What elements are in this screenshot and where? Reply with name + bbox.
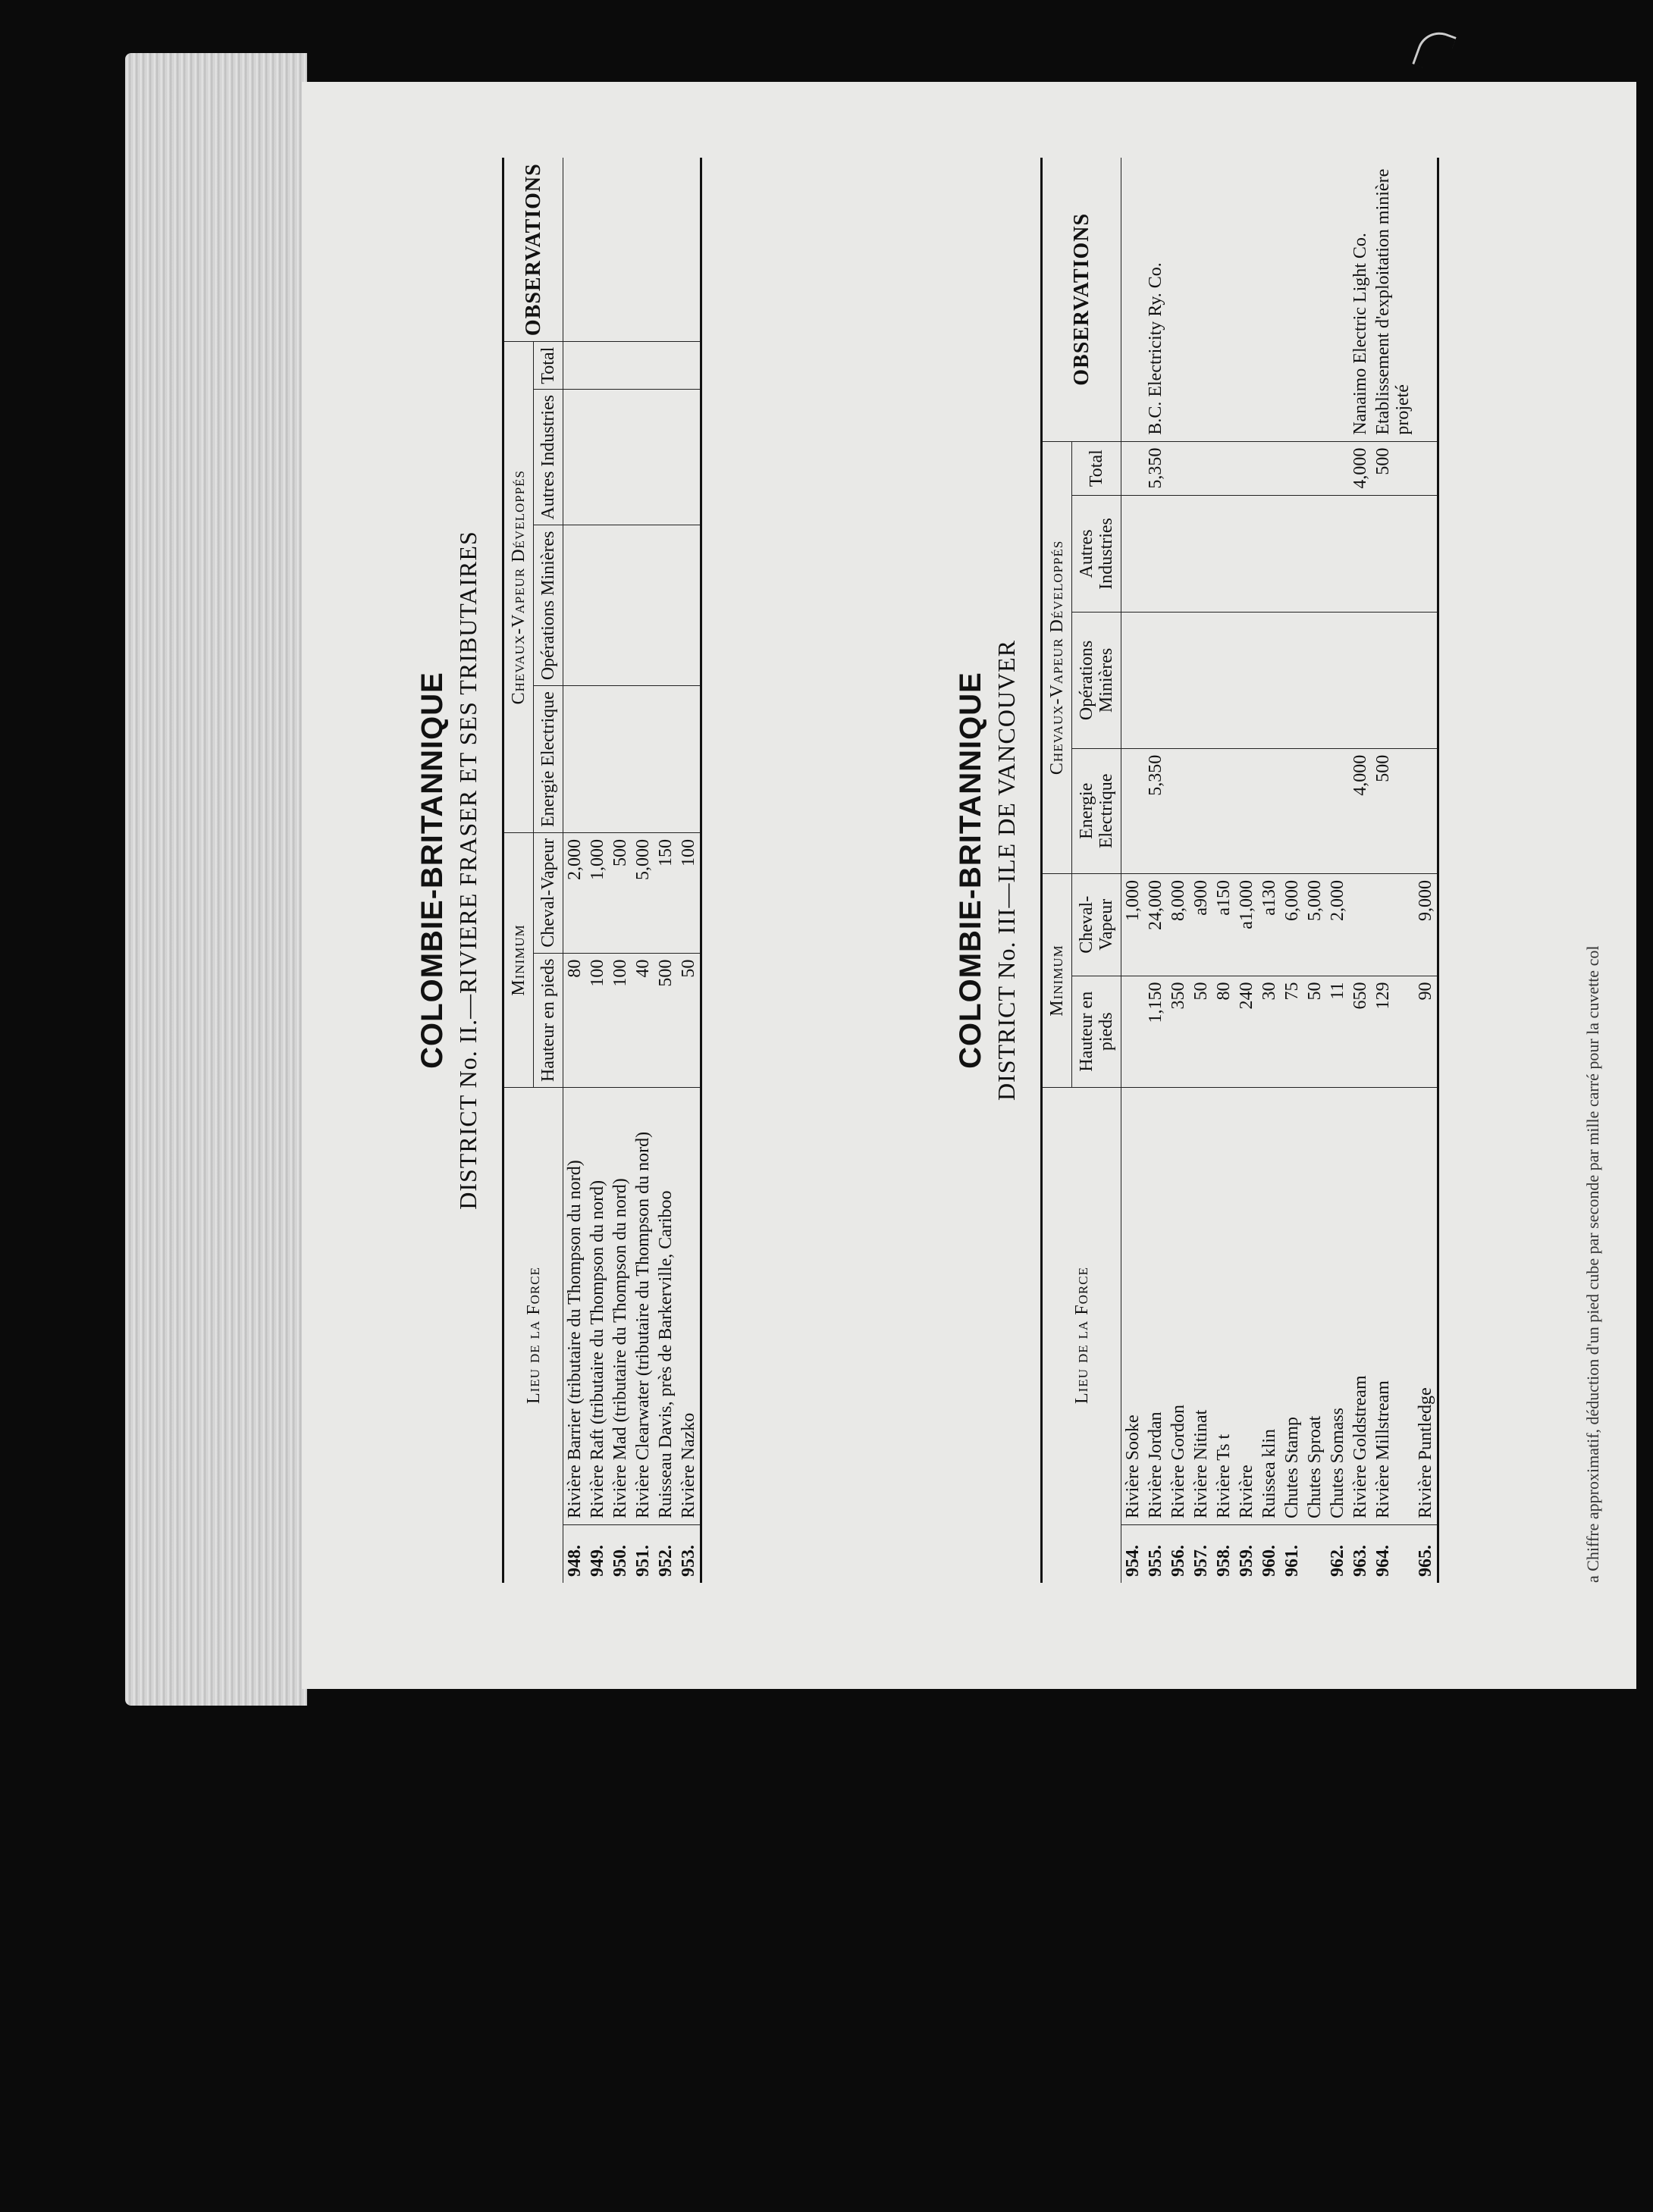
row-energie xyxy=(609,686,632,833)
power-table xyxy=(502,158,702,1583)
row-observations xyxy=(1258,158,1281,441)
table-row xyxy=(1326,158,1349,1583)
row-cheval: 1,000 xyxy=(586,833,609,954)
row-energie xyxy=(1326,748,1349,873)
row-total: 500 xyxy=(1372,441,1414,495)
section-subtitle: DISTRICT No. III—ILE DE VANCOUVER xyxy=(993,639,1020,1101)
header-total: Total xyxy=(534,342,563,390)
row-hauteur: 40 xyxy=(632,953,654,1087)
row-total xyxy=(1190,441,1212,495)
row-total xyxy=(609,342,632,390)
row-number xyxy=(1303,1525,1326,1584)
row-energie xyxy=(1258,748,1281,873)
header-lieu: Lieu de la Force xyxy=(503,1088,563,1584)
row-energie: 500 xyxy=(1372,748,1414,873)
row-cheval xyxy=(1349,874,1372,976)
row-total xyxy=(1258,441,1281,495)
row-number: 954. xyxy=(1121,1525,1145,1584)
header-autres: Autres Industries xyxy=(1072,495,1121,613)
row-observations: Nanaimo Electric Light Co. xyxy=(1349,158,1372,441)
row-lieu: Rivière Nitinat xyxy=(1190,1088,1212,1525)
row-operations xyxy=(1281,613,1303,748)
section-subtitle: DISTRICT No. II.—RIVIERE FRASER ET SES TRIBUTAIRES xyxy=(454,531,481,1210)
row-total xyxy=(1303,441,1326,495)
row-lieu: Rivière Mad (tributaire du Thompson du nord) xyxy=(609,1088,632,1525)
row-operations xyxy=(1212,613,1235,748)
row-operations xyxy=(1326,613,1349,748)
row-lieu: Chutes Stamp xyxy=(1281,1088,1303,1525)
header-operations: Opérations Minières xyxy=(1072,613,1121,748)
row-operations xyxy=(654,525,677,686)
row-hauteur: 129 xyxy=(1372,976,1414,1087)
row-number: 959. xyxy=(1235,1525,1258,1584)
row-cheval: 24,000 xyxy=(1144,874,1167,976)
row-total xyxy=(563,342,587,390)
row-observations xyxy=(1414,158,1438,441)
row-number: 962. xyxy=(1326,1525,1349,1584)
header-chevaux: Chevaux-Vapeur Développés xyxy=(503,342,534,833)
row-hauteur: 650 xyxy=(1349,976,1372,1087)
row-total xyxy=(586,342,609,390)
row-cheval: a130 xyxy=(1258,874,1281,976)
header-minimum: Minimum xyxy=(503,833,534,1088)
row-energie xyxy=(1414,748,1438,873)
row-total xyxy=(1326,441,1349,495)
row-hauteur: 50 xyxy=(1190,976,1212,1087)
row-operations xyxy=(1414,613,1438,748)
row-energie xyxy=(563,686,587,833)
row-operations xyxy=(632,525,654,686)
table-row xyxy=(1144,158,1167,1583)
row-autres xyxy=(632,389,654,525)
row-lieu: Rivière Barrier (tributaire du Thompson du nord) xyxy=(563,1088,587,1525)
section-title: COLOMBIE-BRITANNIQUE xyxy=(954,672,987,1069)
row-total xyxy=(1212,441,1235,495)
row-cheval: 9,000 xyxy=(1414,874,1438,976)
row-number: 953. xyxy=(677,1525,701,1584)
row-total: 5,350 xyxy=(1144,441,1167,495)
row-operations xyxy=(1235,613,1258,748)
row-observations xyxy=(654,158,677,342)
row-energie xyxy=(586,686,609,833)
row-cheval: 5,000 xyxy=(1303,874,1326,976)
row-cheval: 500 xyxy=(609,833,632,954)
row-energie: 4,000 xyxy=(1349,748,1372,873)
row-operations xyxy=(1167,613,1190,748)
row-number: 960. xyxy=(1258,1525,1281,1584)
header-energie: Energie Electrique xyxy=(1072,748,1121,873)
row-observations xyxy=(1121,158,1145,441)
row-lieu: Chutes Sproat xyxy=(1303,1088,1326,1525)
rotated-content xyxy=(302,82,1636,1689)
header-cheval: Cheval-Vapeur xyxy=(534,833,563,954)
header-observations: OBSERVATIONS xyxy=(503,158,563,342)
row-observations xyxy=(677,158,701,342)
header-minimum: Minimum xyxy=(1042,874,1072,1088)
row-observations xyxy=(1281,158,1303,441)
row-operations xyxy=(1372,613,1414,748)
row-autres xyxy=(1167,495,1190,613)
row-operations xyxy=(1303,613,1326,748)
header-cheval: Cheval-Vapeur xyxy=(1072,874,1121,976)
row-autres xyxy=(586,389,609,525)
row-operations xyxy=(1190,613,1212,748)
row-lieu: Rivière Nazko xyxy=(677,1088,701,1525)
row-lieu: Rivière Clearwater (tributaire du Thompson du nord) xyxy=(632,1088,654,1525)
row-cheval: 6,000 xyxy=(1281,874,1303,976)
row-energie xyxy=(1167,748,1190,873)
row-number: 965. xyxy=(1414,1525,1438,1584)
row-total xyxy=(654,342,677,390)
header-lieu: Lieu de la Force xyxy=(1042,1088,1121,1584)
row-observations xyxy=(1326,158,1349,441)
table-row xyxy=(677,158,701,1583)
row-lieu: Ruisseau Davis, près de Barkerville, Cariboo xyxy=(654,1088,677,1525)
row-lieu: Rivière Jordan xyxy=(1144,1088,1167,1525)
row-observations xyxy=(586,158,609,342)
row-number: 950. xyxy=(609,1525,632,1584)
row-total xyxy=(1414,441,1438,495)
row-hauteur: 50 xyxy=(677,953,701,1087)
table-row xyxy=(1303,158,1326,1583)
row-observations: Etablissement d'exploitation minière projeté xyxy=(1372,158,1414,441)
row-hauteur: 350 xyxy=(1167,976,1190,1087)
row-total xyxy=(677,342,701,390)
row-hauteur: 1,150 xyxy=(1144,976,1167,1087)
table-row xyxy=(632,158,654,1583)
row-hauteur: 75 xyxy=(1281,976,1303,1087)
row-lieu: Rivière Raft (tributaire du Thompson du nord) xyxy=(586,1088,609,1525)
table-body xyxy=(563,158,701,1583)
row-autres xyxy=(609,389,632,525)
row-autres xyxy=(1414,495,1438,613)
row-cheval: 2,000 xyxy=(563,833,587,954)
document-page xyxy=(302,82,1636,1689)
row-energie xyxy=(1303,748,1326,873)
row-operations xyxy=(586,525,609,686)
row-operations xyxy=(1121,613,1145,748)
row-autres xyxy=(1144,495,1167,613)
row-autres xyxy=(1235,495,1258,613)
row-autres xyxy=(1190,495,1212,613)
table-row xyxy=(1414,158,1438,1583)
row-cheval: 8,000 xyxy=(1167,874,1190,976)
table-row xyxy=(1121,158,1145,1583)
row-cheval: 1,000 xyxy=(1121,874,1145,976)
row-operations xyxy=(677,525,701,686)
row-energie xyxy=(1190,748,1212,873)
table-row xyxy=(609,158,632,1583)
row-energie: 5,350 xyxy=(1144,748,1167,873)
row-operations xyxy=(1144,613,1167,748)
table-row xyxy=(1212,158,1235,1583)
row-lieu: Rivière Ts t xyxy=(1212,1088,1235,1525)
row-hauteur: 240 xyxy=(1235,976,1258,1087)
row-autres xyxy=(677,389,701,525)
row-observations xyxy=(632,158,654,342)
row-number: 957. xyxy=(1190,1525,1212,1584)
row-energie xyxy=(1235,748,1258,873)
row-operations xyxy=(609,525,632,686)
row-cheval: a900 xyxy=(1190,874,1212,976)
row-operations xyxy=(563,525,587,686)
row-number: 951. xyxy=(632,1525,654,1584)
row-lieu: Ruissea klin xyxy=(1258,1088,1281,1525)
section-district-2 xyxy=(416,158,702,1583)
row-autres xyxy=(1372,495,1414,613)
row-total xyxy=(1121,441,1145,495)
row-operations xyxy=(1349,613,1372,748)
row-lieu: Rivière Puntledge xyxy=(1414,1088,1438,1525)
row-hauteur xyxy=(1121,976,1145,1087)
row-total xyxy=(1235,441,1258,495)
power-table xyxy=(1040,158,1439,1583)
row-observations xyxy=(1235,158,1258,441)
row-lieu: Rivière Goldstream xyxy=(1349,1088,1372,1525)
row-observations: B.C. Electricity Ry. Co. xyxy=(1144,158,1167,441)
row-hauteur: 80 xyxy=(1212,976,1235,1087)
row-number: 955. xyxy=(1144,1525,1167,1584)
row-cheval: 100 xyxy=(677,833,701,954)
row-number: 964. xyxy=(1372,1525,1414,1584)
table-row xyxy=(586,158,609,1583)
row-cheval xyxy=(1372,874,1414,976)
row-hauteur: 100 xyxy=(586,953,609,1087)
row-observations xyxy=(1190,158,1212,441)
row-hauteur: 50 xyxy=(1303,976,1326,1087)
row-number: 958. xyxy=(1212,1525,1235,1584)
section-district-3 xyxy=(954,158,1439,1583)
row-observations xyxy=(1167,158,1190,441)
table-row xyxy=(1258,158,1281,1583)
row-energie xyxy=(1121,748,1145,873)
row-number: 952. xyxy=(654,1525,677,1584)
row-autres xyxy=(1326,495,1349,613)
row-autres xyxy=(1212,495,1235,613)
row-operations xyxy=(1258,613,1281,748)
row-energie xyxy=(654,686,677,833)
header-autres: Autres Industries xyxy=(534,389,563,525)
table-body xyxy=(1121,158,1438,1583)
table-row xyxy=(654,158,677,1583)
table-row xyxy=(1349,158,1372,1583)
footnote: a Chiffre approximatif, déduction d'un pied cube par seconde par mille carré pour la cuvette col xyxy=(1583,945,1602,1583)
header-hauteur: Hauteur en pieds xyxy=(534,953,563,1087)
row-hauteur: 100 xyxy=(609,953,632,1087)
table-row xyxy=(1281,158,1303,1583)
table-row xyxy=(563,158,587,1583)
row-cheval: a1,000 xyxy=(1235,874,1258,976)
row-autres xyxy=(1281,495,1303,613)
row-hauteur: 500 xyxy=(654,953,677,1087)
section-title: COLOMBIE-BRITANNIQUE xyxy=(416,672,449,1069)
row-hauteur: 80 xyxy=(563,953,587,1087)
row-total xyxy=(1281,441,1303,495)
row-cheval: 5,000 xyxy=(632,833,654,954)
row-observations xyxy=(609,158,632,342)
row-autres xyxy=(1258,495,1281,613)
row-cheval: a150 xyxy=(1212,874,1235,976)
row-observations xyxy=(563,158,587,342)
row-number: 961. xyxy=(1281,1525,1303,1584)
row-number: 948. xyxy=(563,1525,587,1584)
header-total: Total xyxy=(1072,441,1121,495)
row-energie xyxy=(1281,748,1303,873)
row-autres xyxy=(1349,495,1372,613)
row-observations xyxy=(1212,158,1235,441)
row-energie xyxy=(1212,748,1235,873)
row-autres xyxy=(1121,495,1145,613)
table-row xyxy=(1167,158,1190,1583)
book-page-edges xyxy=(125,53,307,1706)
row-autres xyxy=(563,389,587,525)
row-number: 949. xyxy=(586,1525,609,1584)
row-total: 4,000 xyxy=(1349,441,1372,495)
row-lieu: Rivière xyxy=(1235,1088,1258,1525)
row-hauteur: 90 xyxy=(1414,976,1438,1087)
row-total xyxy=(1167,441,1190,495)
paper-clip-mark xyxy=(1412,26,1457,75)
row-observations xyxy=(1303,158,1326,441)
row-autres xyxy=(1303,495,1326,613)
row-hauteur: 11 xyxy=(1326,976,1349,1087)
row-lieu: Rivière Gordon xyxy=(1167,1088,1190,1525)
row-lieu: Chutes Somass xyxy=(1326,1088,1349,1525)
row-cheval: 150 xyxy=(654,833,677,954)
row-hauteur: 30 xyxy=(1258,976,1281,1087)
header-chevaux: Chevaux-Vapeur Développés xyxy=(1042,441,1072,873)
row-total xyxy=(632,342,654,390)
header-energie: Energie Electrique xyxy=(534,686,563,833)
row-energie xyxy=(677,686,701,833)
row-energie xyxy=(632,686,654,833)
header-observations: OBSERVATIONS xyxy=(1042,158,1121,441)
row-autres xyxy=(654,389,677,525)
row-lieu: Rivière Millstream xyxy=(1372,1088,1414,1525)
header-hauteur: Hauteur en pieds xyxy=(1072,976,1121,1087)
row-cheval: 2,000 xyxy=(1326,874,1349,976)
row-number: 963. xyxy=(1349,1525,1372,1584)
row-number: 956. xyxy=(1167,1525,1190,1584)
table-row xyxy=(1372,158,1414,1583)
row-lieu: Rivière Sooke xyxy=(1121,1088,1145,1525)
table-row xyxy=(1190,158,1212,1583)
header-operations: Opérations Minières xyxy=(534,525,563,686)
table-row xyxy=(1235,158,1258,1583)
